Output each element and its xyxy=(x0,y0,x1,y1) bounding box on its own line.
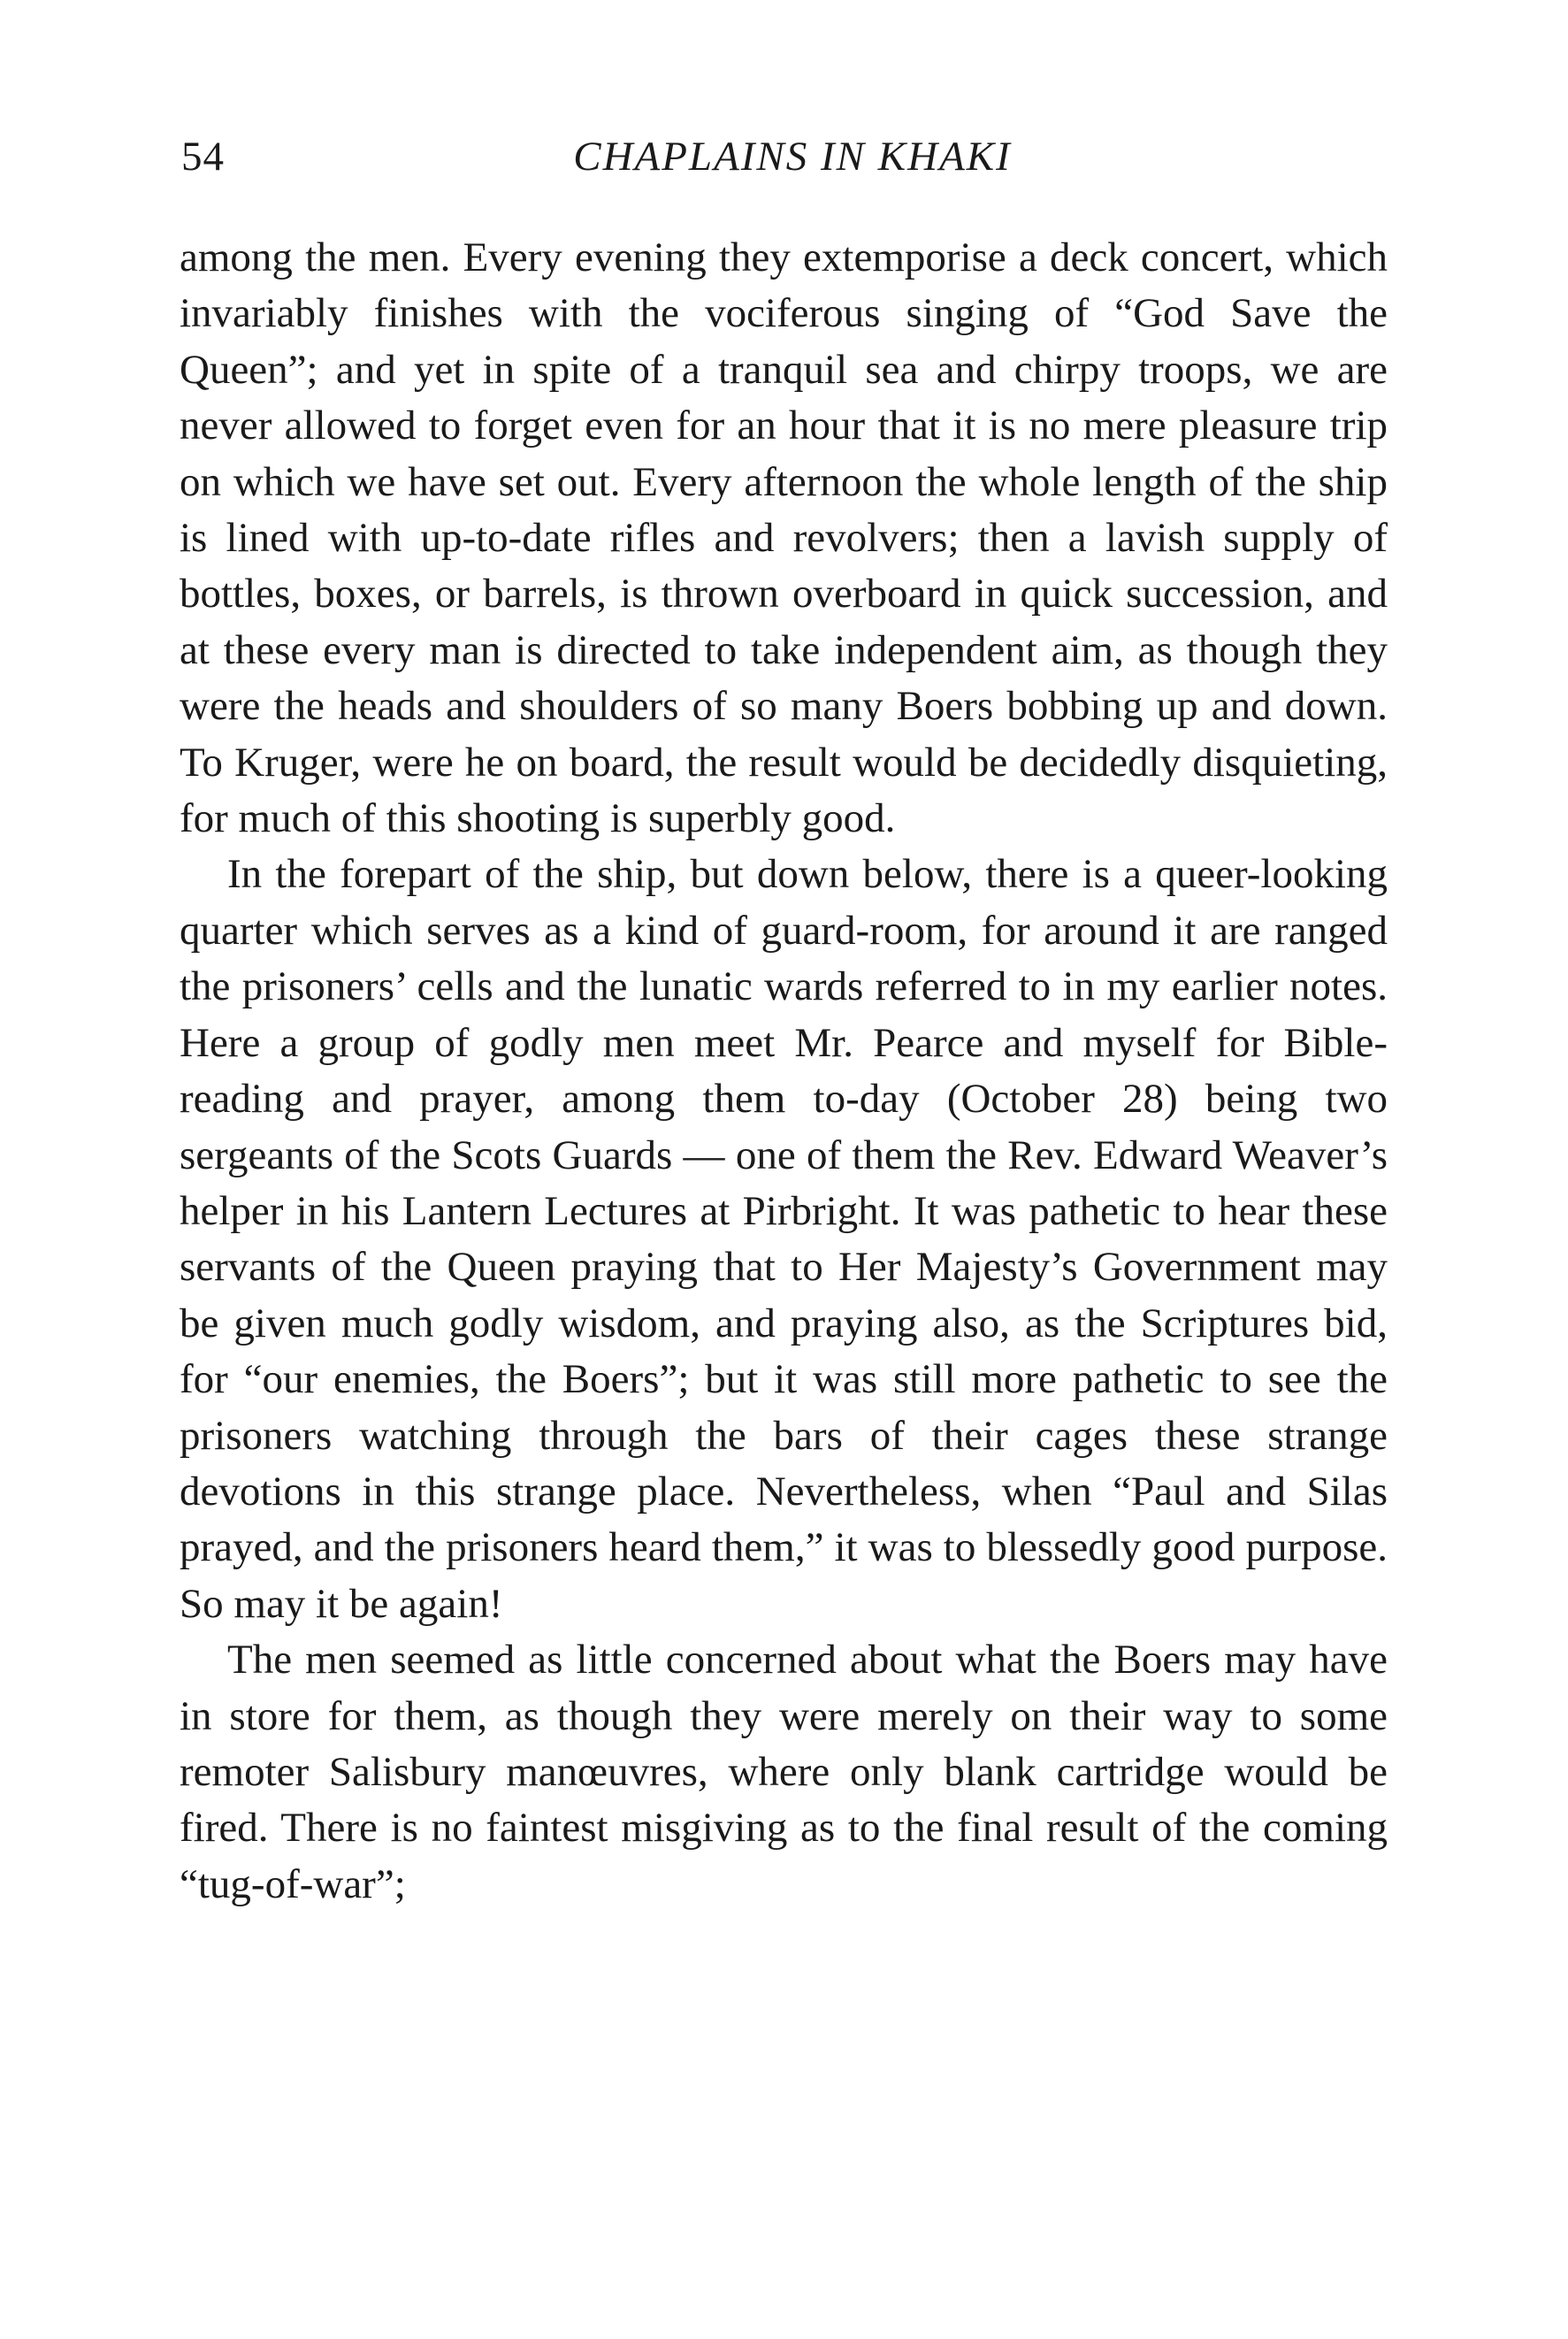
book-page xyxy=(180,133,1388,1913)
page-number: 54 xyxy=(181,134,225,180)
running-title: CHAPLAINS IN KHAKI xyxy=(573,134,1012,180)
paragraph-guard-room: In the forepart of the ship, but down below, there is a queer-looking quarter which serves as a kind of guard-room, for around it are ranged the prisoners’ cells and the lunatic wards referred to in my earlier notes. Here a group of godly men meet Mr. Pearce and myself for Bible-reading and prayer, among them to-day (October 28) being two sergeants of the Scots Guards — one of them the Rev. Edward Weaver’s helper in his Lantern Lectures at Pirbright. It was pathetic to hear these servants of the Queen praying that to Her Majesty’s Government may be given much godly wisdom, and praying also, as the Scriptures bid, for “our enemies, the Boers”; but it was still more pathetic to see the prisoners watching through the bars of their cages these strange devotions in this strange place. Nevertheless, when “Paul and Silas prayed, and the prisoners heard them,” it was to blessedly good purpose. So may it be again! xyxy=(180,851,1388,1627)
paragraph-continuation: among the men. Every evening they extemporise a deck concert, which invariably finishes with the vociferous singing of “God Save the Queen”; and yet in spite of a tranquil sea and chirpy troops, we are never allowed to forget even for an hour that it is no mere pleasure trip on which we have set out. Every afternoon the whole length of the ship is lined with up-to-date rifles and revolvers; then a lavish supply of bottles, boxes, or barrels, is thrown overboard in quick succession, and at these every man is directed to take independent aim, as though they were the heads and shoulders of so many Boers bobbing up and down. To Kruger, were he on board, the result would be decidedly disquieting, for much of this shooting is superbly good. xyxy=(180,234,1388,842)
paragraph-men-unconcerned: The men seemed as little concerned about what the Boers may have in store for them, as though they were merely on their way to some remoter Salisbury manœuvres, where only blank cartridge would be fired. There is no faintest misgiving as to the final result of the coming “tug-of-war”; xyxy=(180,1637,1388,1907)
body-text xyxy=(180,230,1388,1913)
page-header xyxy=(180,133,1388,196)
